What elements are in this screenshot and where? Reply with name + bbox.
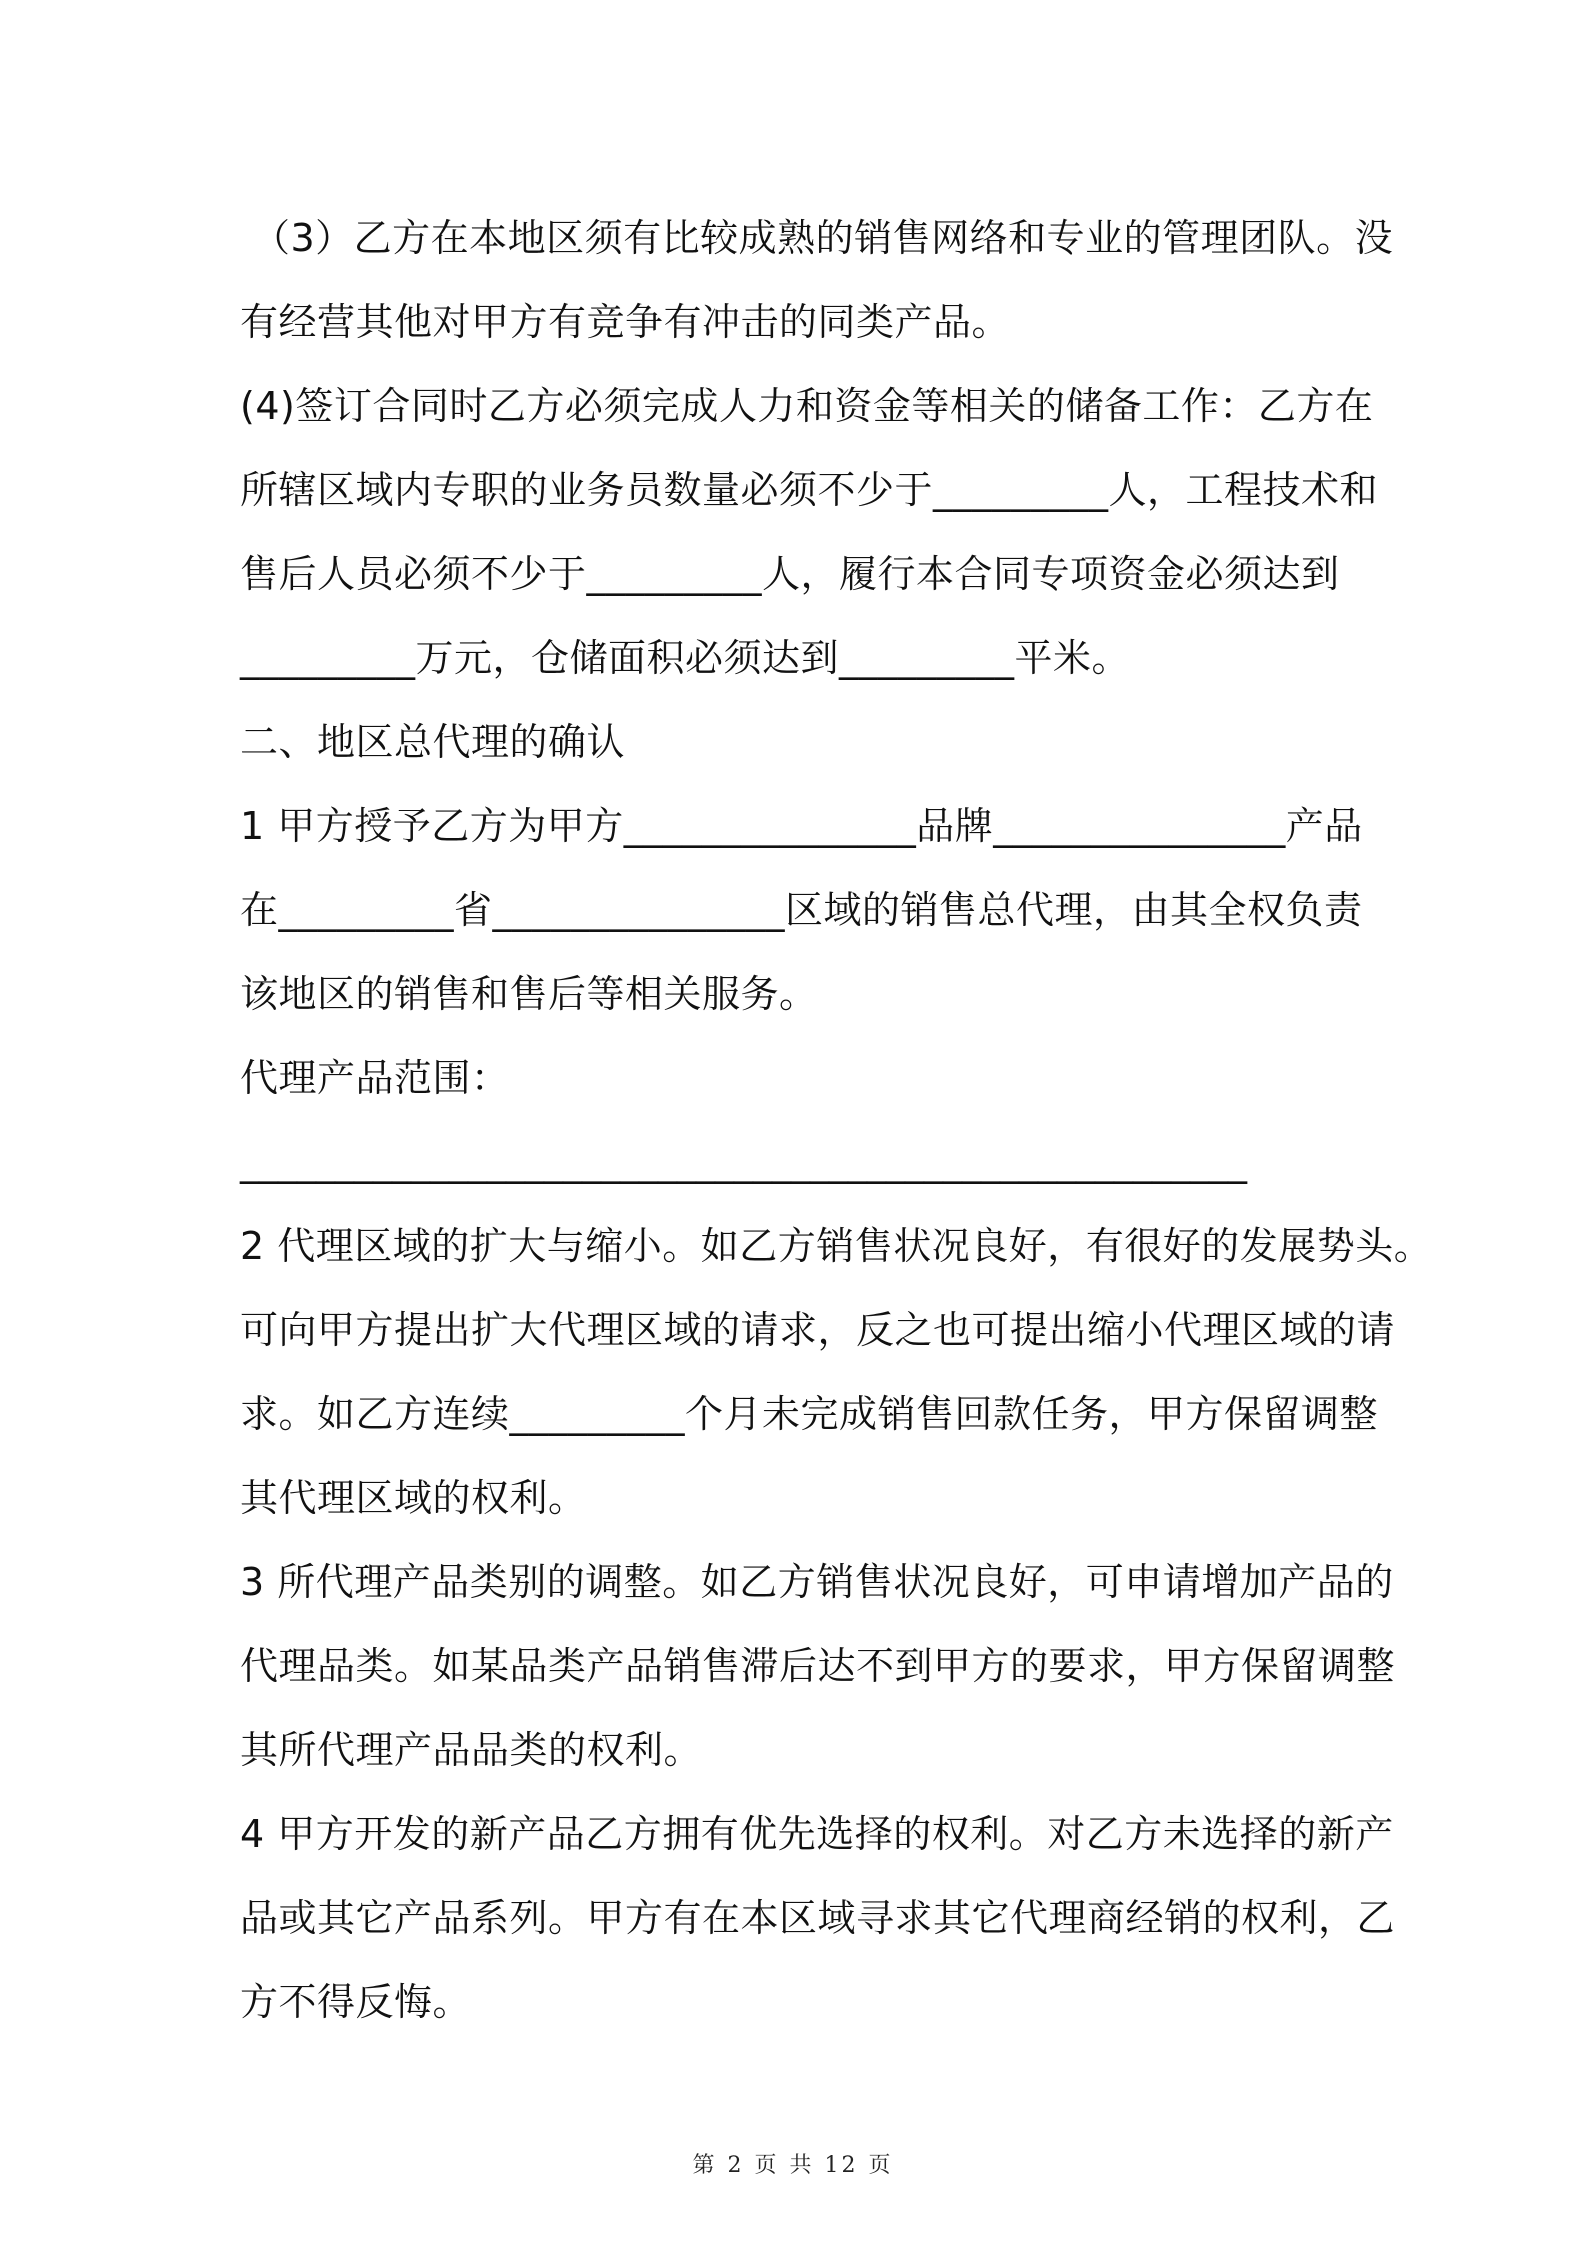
paragraph-line: (4)签订合同时乙方必须完成人力和资金等相关的储备工作：乙方在 [240,384,1374,428]
page-number-footer: 第 2 页 共 12 页 [692,2153,894,2178]
paragraph-line: 品或其它产品系列。甲方有在本区域寻求其它代理商经销的权利，乙 [240,1896,1396,1940]
paragraph-line: 其代理区域的权利。 [240,1476,587,1520]
paragraph-line: 3 所代理产品类别的调整。如乙方销售状况良好，可申请增加产品的 [240,1560,1394,1604]
paragraph-line: 1 甲方授予乙方为甲方_______________品牌_______________产品 [240,804,1363,848]
paragraph-line: （3）乙方在本地区须有比较成熟的销售网络和专业的管理团队。没 [252,216,1394,260]
paragraph-line: 4 甲方开发的新产品乙方拥有优先选择的权利。对乙方未选择的新产 [240,1812,1394,1856]
paragraph-line: 所辖区域内专职的业务员数量必须不少于_________人，工程技术和 [240,468,1379,512]
paragraph-line: 2 代理区域的扩大与缩小。如乙方销售状况良好，有很好的发展势头。 [240,1224,1433,1268]
paragraph-line: 求。如乙方连续_________个月未完成销售回款任务，甲方保留调整 [240,1392,1379,1436]
paragraph-line: 方不得反悔。 [240,1980,472,2024]
paragraph-line: 售后人员必须不少于_________人，履行本合同专项资金必须达到 [240,552,1340,596]
paragraph-line: 该地区的销售和售后等相关服务。 [240,972,818,1016]
paragraph-line: 在_________省_______________区域的销售总代理，由其全权负责 [240,888,1363,932]
paragraph-line: 可向甲方提出扩大代理区域的请求，反之也可提出缩小代理区域的请 [240,1308,1396,1352]
document-body [240,196,1433,2044]
paragraph-line: 其所代理产品品类的权利。 [240,1728,703,1772]
section-heading: 二、地区总代理的确认 [240,720,626,764]
fill-in-blank-line: _____________________________________________________ [240,1140,1247,1184]
paragraph-line: _________万元，仓储面积必须达到_________平米。 [240,636,1131,680]
paragraph-line: 代理产品范围： [240,1056,510,1100]
paragraph-line: 有经营其他对甲方有竞争有冲击的同类产品。 [240,300,1011,344]
paragraph-line: 代理品类。如某品类产品销售滞后达不到甲方的要求，甲方保留调整 [240,1644,1396,1688]
